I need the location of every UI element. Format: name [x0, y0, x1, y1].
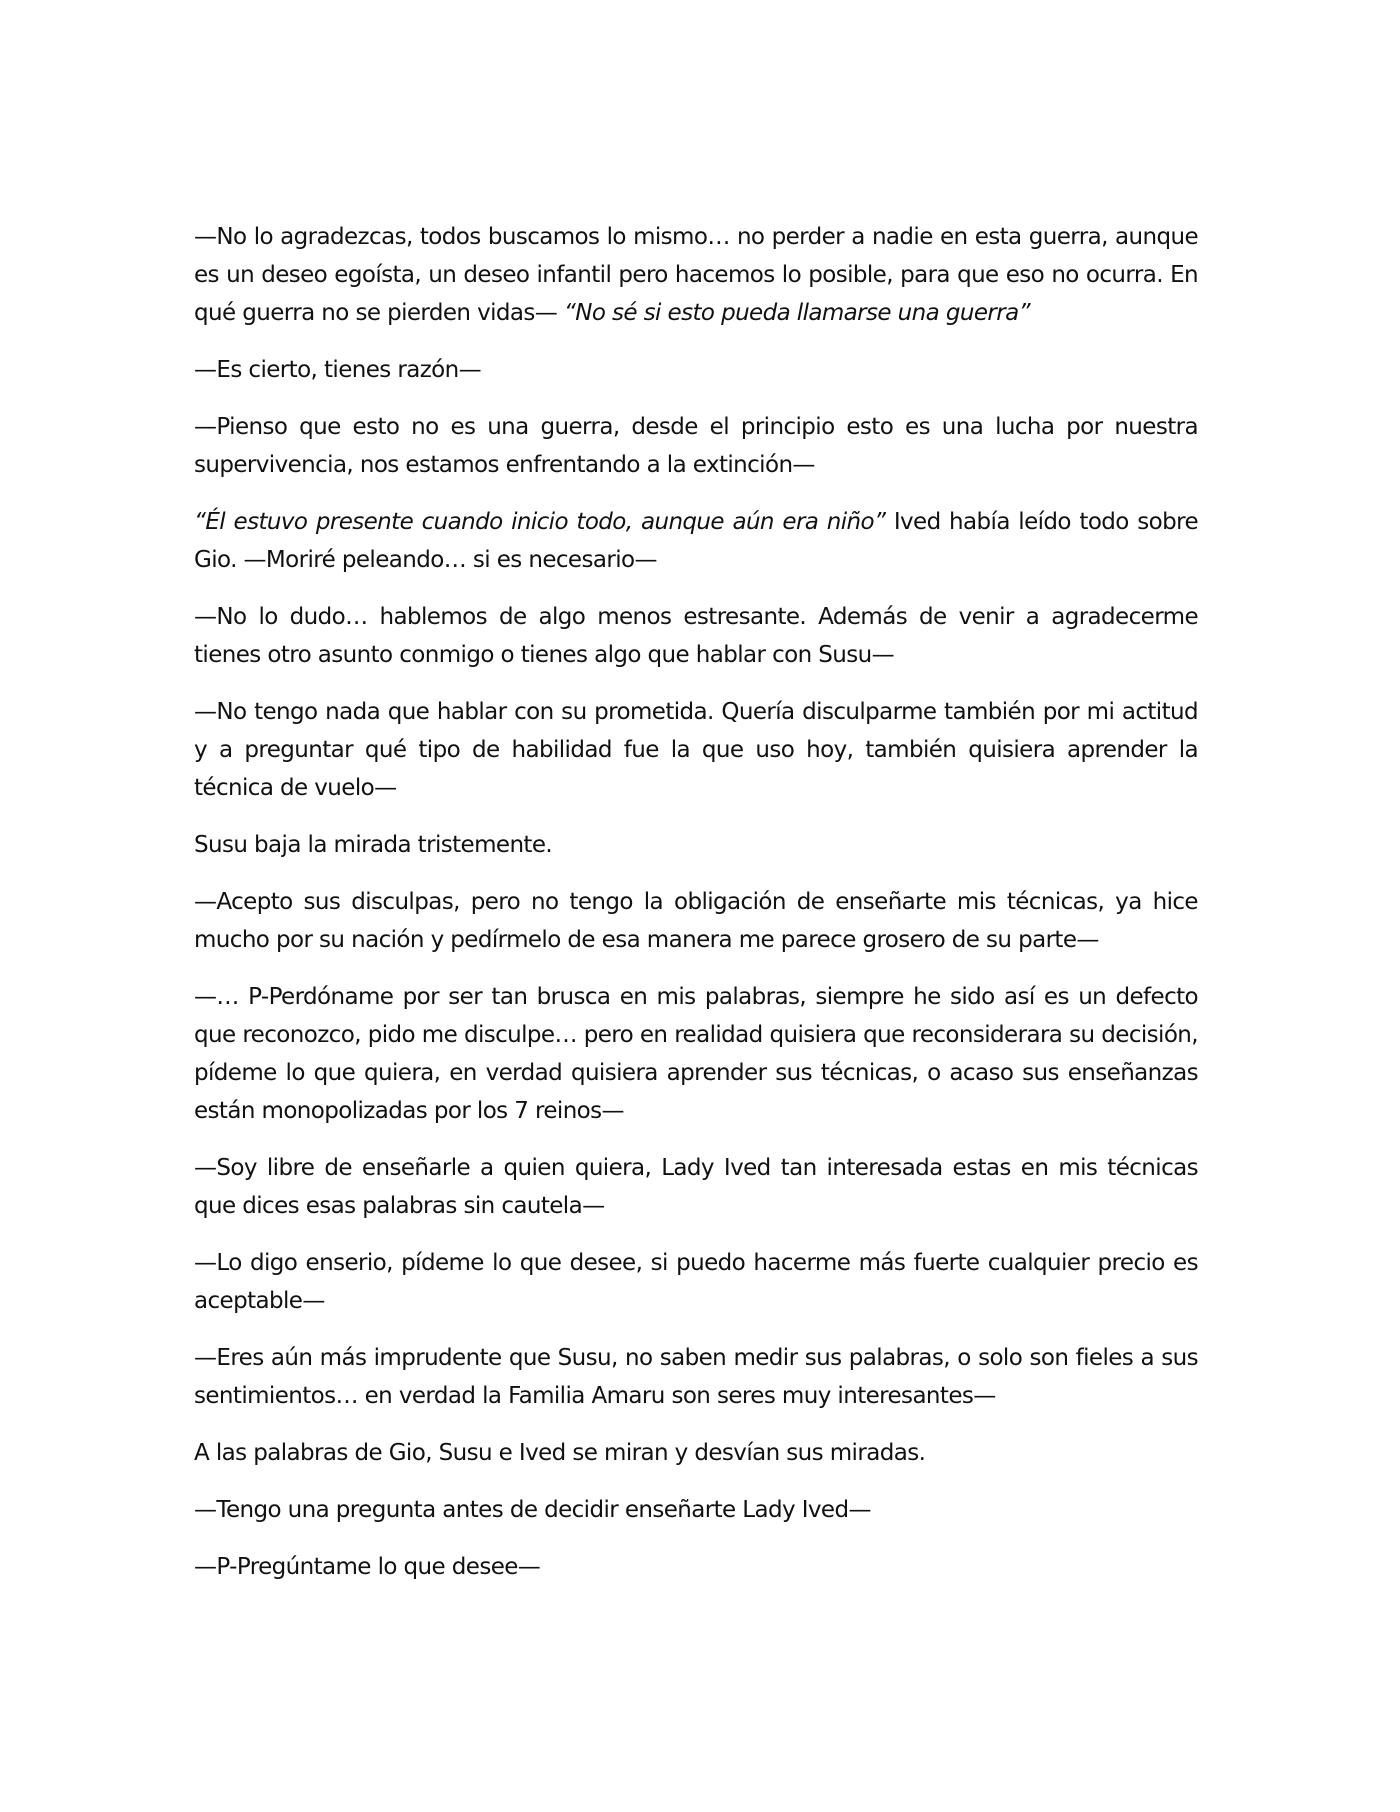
paragraph-text: —Eres aún más imprudente que Susu, no saben medir sus palabras, o solo son fieles a sus sentimientos… en verdad la Familia Amaru son seres muy interesantes— — [194, 1345, 1198, 1409]
paragraph — [194, 1149, 1198, 1225]
paragraph — [194, 1339, 1198, 1415]
paragraph — [194, 826, 1198, 864]
paragraph-italic-thought: “No sé si esto pueda llamarse una guerra” — [563, 300, 1030, 326]
paragraph-text: —Lo digo enserio, pídeme lo que desee, si puedo hacerme más fuerte cualquier precio es aceptable— — [194, 1250, 1198, 1314]
paragraph — [194, 598, 1198, 674]
paragraph-text: —Es cierto, tienes razón— — [194, 357, 482, 383]
paragraph-text: —Pienso que esto no es una guerra, desde el principio esto es una lucha por nuestra supervivencia, nos estamos enfrentando a la extinción— — [194, 414, 1198, 478]
paragraph — [194, 1491, 1198, 1529]
paragraph-text: Susu baja la mirada tristemente. — [194, 832, 553, 858]
paragraph — [194, 1548, 1198, 1586]
paragraph-text: —No lo agradezcas, todos buscamos lo mismo… no perder a nadie en esta guerra, aunque es un deseo egoísta, un deseo infantil pero hacemos lo posible, para que eso no ocurra. En qué guerra no se pierden vidas— — [194, 224, 1198, 326]
paragraph-text: —Acepto sus disculpas, pero no tengo la obligación de enseñarte mis técnicas, ya hice mucho por su nación y pedírmelo de esa manera me parece grosero de su parte— — [194, 889, 1198, 953]
paragraph — [194, 503, 1198, 579]
paragraph — [194, 351, 1198, 389]
paragraph — [194, 218, 1198, 332]
paragraph-text: —No tengo nada que hablar con su prometida. Quería disculparme también por mi actitud y a preguntar qué tipo de habilidad fue la que uso hoy, también quisiera aprender la técnica de vuelo— — [194, 699, 1198, 801]
paragraph — [194, 883, 1198, 959]
paragraph-text: A las palabras de Gio, Susu e Ived se miran y desvían sus miradas. — [194, 1440, 926, 1466]
paragraph-text: —… P-Perdóname por ser tan brusca en mis palabras, siempre he sido así es un defecto que reconozco, pido me disculpe… pero en realidad quisiera que reconsiderara su decisión, pídeme lo que quiera, en verdad quisiera aprender sus técnicas, o acaso sus enseñanzas están monopolizadas por los 7 reinos— — [194, 984, 1198, 1124]
paragraph-text: —Soy libre de enseñarle a quien quiera, Lady Ived tan interesada estas en mis técnicas que dices esas palabras sin cautela— — [194, 1155, 1198, 1219]
paragraph — [194, 1434, 1198, 1472]
paragraph-text: —Tengo una pregunta antes de decidir enseñarte Lady Ived— — [194, 1497, 871, 1523]
paragraph-text: Ived había leído todo sobre Gio. —Moriré peleando… si es necesario— — [194, 509, 1199, 573]
paragraph-text: —No lo dudo… hablemos de algo menos estresante. Además de venir a agradecerme tienes otro asunto conmigo o tienes algo que hablar con Susu— — [194, 604, 1198, 668]
paragraph — [194, 978, 1198, 1130]
paragraph-text: —P-Pregúntame lo que desee— — [194, 1554, 541, 1580]
paragraph-italic-thought: “Él estuvo presente cuando inicio todo, aunque aún era niño” — [194, 509, 886, 535]
paragraph — [194, 408, 1198, 484]
paragraph — [194, 1244, 1198, 1320]
document-page — [194, 218, 1198, 1605]
paragraph — [194, 693, 1198, 807]
